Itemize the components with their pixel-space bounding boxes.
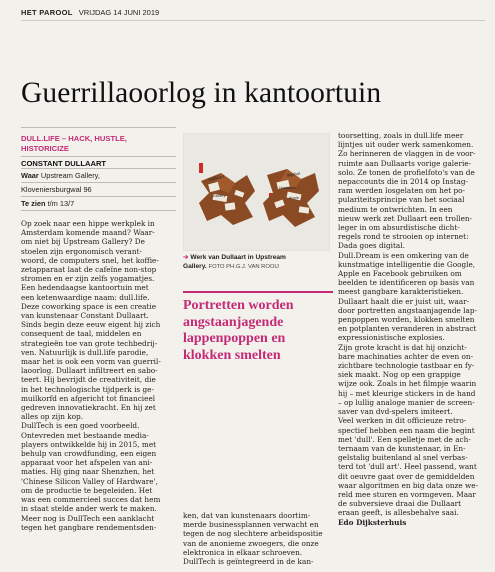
artwork-photo [183, 133, 330, 251]
photo-label: Gallery [213, 194, 226, 198]
article-text-line: Zo herinneren de vlaggen in de voor- [338, 149, 476, 159]
article-text-line: leger in om absurdistische dicht- [338, 223, 460, 233]
article-text-line: ram werden losgelaten om het po- [338, 186, 465, 196]
article-text-line: toorsetting, zoals in dull.life meer [338, 131, 464, 140]
article-text-line: Dull.Dream is een omkering van de [338, 250, 469, 260]
kicker-rule [21, 127, 176, 128]
article-text-line: in het technologische tijdperk is ge- [21, 384, 154, 394]
article-text-line: expressionistische explosies. [338, 333, 445, 343]
article-text-line: was een commercieel succes dat hem [21, 495, 161, 505]
article-column-3 [338, 131, 490, 527]
caption-text: Werk van Dullaart in Upstream [190, 254, 286, 261]
article-text-line: reld mee sturen en vormgeven. Maar [338, 489, 476, 499]
article-text-line: tegen het gangbare rendementsden- [21, 522, 157, 532]
photo-caption [183, 254, 333, 271]
sculpture-left-icon [199, 173, 255, 225]
article-text-line: terd tot 'dull art'. Heel passend, want [338, 462, 477, 472]
article-text-line: stromen en er zijn zelfs yogamatjes. [21, 274, 155, 284]
article-text-line: spectief hebben een naam die begint [338, 425, 475, 435]
article-text-line: een ketenwaardige naam: dull.life. [21, 292, 150, 302]
article-text-line: wijze ook. Zoals in het filmpje waarin [338, 379, 477, 389]
masthead-rule [21, 20, 485, 21]
article-text-line: zichtbare technologie tastbaar en fy- [338, 361, 475, 371]
venue-label: Waar [21, 171, 39, 180]
article-text-line: meest gangbare karakteristieken. [338, 287, 464, 297]
author-signature: Edo Dijksterhuis [338, 517, 407, 527]
caption-text: Gallery. [183, 262, 207, 270]
article-column-1 [21, 219, 176, 532]
article-text-line: consequent de taal, middelen en [21, 329, 142, 339]
article-text-line: apparaat voor het afspelen van ani- [21, 458, 153, 468]
article-text-line: DullTech is geïntegreerd in de kan- [183, 557, 314, 567]
article-text-line: ternaam van de kunstenaar, in En- [338, 443, 466, 453]
article-text-line: dit oeuvre gaat over de gemiddelden [338, 471, 475, 481]
article-text-line: DullTech is een goed voorbeeld. [21, 421, 140, 431]
article-text-line: door portretten angstaanjagende lap- [338, 305, 477, 315]
article-text-line: Meer nog is DullTech een aanklacht [21, 513, 155, 523]
article-text-line: van kunstenaar Constant Dullaart. [21, 311, 149, 321]
venue-line [21, 171, 100, 180]
article-text-line: solo. Ze tonen de profielfoto's van de [338, 167, 475, 177]
article-text-line: Dada goes digital. [338, 241, 405, 251]
article-text-line: saver van dvd-spelers imiteert. [338, 407, 453, 417]
article-text-line: Ontevreden met bestaande media- [21, 430, 149, 440]
article-text-line: maar het is ook een vorm van guerril- [21, 357, 161, 367]
article-text-line: strategieën toe van grote techbedrij- [21, 338, 158, 348]
article-text-line: alles op zijn kop. [21, 412, 84, 422]
article-text-line: Sinds begin deze eeuw eigent hij zich [21, 320, 161, 330]
article-text-line: Amsterdam komende maand? Waar- [21, 228, 155, 238]
article-text-line: 'Chinese Silicon Valley of Hardware', [21, 476, 158, 486]
article-text-line: stoelen zijn ergonomisch verant- [21, 246, 142, 256]
article-text-line: siek maakt. Nog op een grappige [338, 370, 461, 380]
article-text-line: ruimte aan Dullaarts vorige galerie- [338, 158, 472, 168]
artist-name: CONSTANT DULLAART [21, 159, 107, 168]
article-column-2 [183, 511, 333, 566]
photo-label: Warhol [286, 170, 301, 178]
article-text-line: hij – met kleurige stickers in de hand [338, 388, 476, 398]
article-kicker [21, 134, 171, 153]
article-text-line: waar algoritmen en big data onze we- [338, 480, 479, 490]
article-text-line: Op zoek naar een hippe werkplek in [21, 219, 155, 228]
kicker-line: HISTORICIZE [21, 143, 69, 153]
article-text-line: teert. Hij bevrijdt de creativiteit, die [21, 375, 156, 385]
article-text-line: om niet bij Upstream Gallery? De [21, 237, 145, 247]
pull-quote-line: angstaanjagende [183, 314, 284, 330]
pull-quote [183, 298, 333, 364]
article-text-line: gedreven innovatiekracht. En hij zet [21, 403, 156, 413]
caption-arrow-icon: ➔ [183, 254, 189, 261]
dates-line [21, 199, 74, 208]
article-text-line: elektronica in elkaar schroeven. [183, 547, 303, 557]
pull-quote-line: klokken smelten [183, 347, 281, 363]
kicker-line: DULL.LIFE – HACK, HUSTLE, [21, 134, 127, 143]
article-text-line: in staat stelde ander werk te maken. [21, 504, 157, 514]
photo-label: Dullaart [208, 173, 225, 182]
article-text-line: Een hedendaagse kantoortuin met [21, 283, 149, 293]
article-text-line: players ontwikkelde hij in 2015, met [21, 439, 157, 449]
article-text-line: ven. Natuurlijk is dull.life parodie, [21, 347, 149, 357]
article-text-line: kunstmatige intelligentie die Google, [338, 259, 476, 269]
article-text-line: regels rond te strooien op internet: [338, 232, 469, 242]
publication-date: VRIJDAG 14 JUNI 2019 [78, 8, 160, 17]
photo-label: Upstream [279, 186, 297, 190]
masthead [21, 8, 159, 17]
article-text-line: merde businessplannen verwacht en [183, 520, 319, 530]
article-text-line: lijntjes uit ouder werk samenkomen. [338, 140, 474, 150]
venue-rule [21, 182, 176, 183]
venue-name: Upstream Gallery, [40, 171, 100, 180]
address-rule [21, 196, 176, 197]
article-text-line: Zijn grote kracht is dat hij onzicht- [338, 342, 467, 352]
article-text-line: tegen de nog slechtere arbeidspositie [183, 529, 323, 539]
photo-label: Apple [289, 196, 299, 200]
pull-quote-line: lappenpoppen en [183, 331, 286, 346]
article-text-line: om de productie te begeleiden. Het [21, 485, 153, 495]
article-text-line: Veel werken in dit officieuze retro- [338, 416, 467, 426]
pullquote-rule [183, 291, 333, 293]
article-headline: Guerrillaoorlog in kantoortuin [21, 77, 382, 109]
dates-label: Te zien [21, 199, 46, 208]
article-text-line: woord, de computers snel, het koffie- [21, 255, 159, 265]
author-rule-top [21, 156, 176, 157]
article-text-line: maties. Hij ging naar Shenzhen, het [21, 467, 155, 477]
article-text-line: eraan geeft, is allesbehalve saai. [338, 508, 459, 518]
article-text-line: Apple en Facebook gebruiken om [338, 269, 462, 279]
article-text-line: bare machinaties achter de even on- [338, 351, 474, 361]
dates-rule [21, 210, 176, 211]
article-text-line: Dullaart haalt die er juist uit, waar- [338, 296, 470, 306]
article-text-line: en potplanten veranderen in abstract [338, 324, 477, 334]
article-text-line: van de anonieme zwoegers, die onze [183, 538, 319, 548]
article-text-line: penpoppen worden, klokken smelten [338, 315, 475, 325]
article-text-line: de subversieve draai die Dullaart [338, 499, 462, 509]
article-text-line: – op lullig analoge manier de screen- [338, 397, 475, 407]
article-text-line: Deze coworking space is een creatie [21, 301, 157, 311]
article-text-line: gelstalig buitenland al snel verbas- [338, 453, 468, 463]
article-text-line: nieuw werk zet Dullaart een trollen- [338, 213, 473, 223]
venue-address: Kloveniersburgwal 96 [21, 185, 92, 194]
article-text-line: beelden te identificeren op basis van [338, 278, 475, 288]
article-text-line: pulariteitsprincipe van het sociaal [338, 195, 465, 205]
article-text-line: behulp van crowdfunding, een eigen [21, 449, 157, 459]
article-text-line: nepaccounts die in 2014 op Instag- [338, 177, 469, 187]
author-rule-bottom [21, 168, 176, 169]
article-text-line: zetapparaat laat de cafeïne non-stop [21, 265, 157, 275]
dates-value: t/m 13/7 [47, 199, 75, 208]
pull-quote-line: Portretten worden [183, 298, 294, 313]
article-text-line: medium te ontwrichten. In een [338, 204, 453, 214]
article-text-line: muilkorfd en afgericht tot financieel [21, 393, 156, 403]
article-text-line: ken, dat van kunstenaars doortim- [183, 511, 311, 520]
publication-name: HET PAROOL [21, 8, 73, 17]
article-text-line: met 'dull'. Een spelletje met de ach- [338, 434, 471, 444]
photo-credit: FOTO PH.G.J. VAN ROOIJ [208, 263, 279, 270]
article-text-line: laoorlog. Dullaart infiltreert en sabo- [21, 366, 158, 376]
